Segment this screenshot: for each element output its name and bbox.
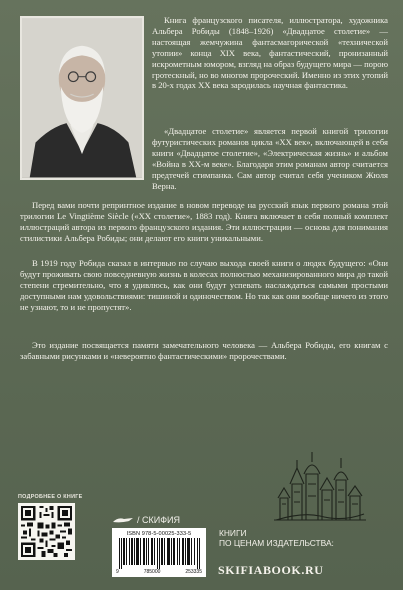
paragraph-text: В 1919 году Робида сказал в интервью по случаю выхода своей книги о людях будущего: «Они будут проживать свою повседневную жизнь в колесах полностью механизированного мира до такой степени стремительно, что я удивлюсь, как они будут успевать наслаждаться самыми простыми доступными нам удовольствиями: тишиной и одиночеством. Но так как они вообще ничего из этого не узнают, то и не пропустят». xyxy=(20,258,388,312)
qr-caption: ПОДРОБНЕЕ О КНИГЕ xyxy=(18,494,83,500)
promo-line: КНИГИ xyxy=(219,528,247,538)
barcode-digits xyxy=(115,569,203,575)
description-paragraph-4 xyxy=(20,258,388,313)
publisher-mark xyxy=(112,513,222,527)
paragraph-text: «Двадцатое столетие» является первой книгой трилогии футуристических романов цикла «XX век», включающей в себя книги «Двадцатое столетие», «Электрическая жизнь» и альбом «Война в XX-м веке». Благодаря этим романам автор считается предтечей стимпанка. Сам автор считал себя учеником Жюля Верна. xyxy=(152,126,388,191)
description-paragraph-2 xyxy=(152,126,388,192)
publisher-logo-icon xyxy=(112,515,134,525)
barcode-digit-group: 253335 xyxy=(185,569,202,575)
barcode-icon xyxy=(115,538,203,569)
publisher-name: / СКИФИЯ xyxy=(137,515,181,525)
qr-code[interactable] xyxy=(18,503,75,560)
promo-text xyxy=(219,529,384,549)
author-portrait-image xyxy=(22,18,142,178)
city-illustration xyxy=(272,450,368,530)
barcode xyxy=(112,528,206,577)
description-paragraph-3 xyxy=(20,200,388,244)
castle-city-icon xyxy=(272,450,368,530)
paragraph-text: Перед вами почти репринтное издание в новом переводе на русский язык первого романа этой трилогии Le Vingtième Siècle («XX столетие», 1883 год). Книга включает в себя полный комплект иллюстраций автора из первого французского издания. Эти иллюстрации — основа для понимания стилистики Альбера Робиды; они делают его книги уникальными. xyxy=(20,200,388,243)
barcode-digit-group: 9 xyxy=(116,569,119,575)
website-link[interactable]: SKIFIABOOK.RU xyxy=(218,563,324,577)
promo-line: ПО ЦЕНАМ ИЗДАТЕЛЬСТВА: xyxy=(219,537,334,548)
paragraph-text: Книга французского писателя, иллюстратора, художника Альбера Робиды (1848–1926) «Двадцатое столетие» — настоящая жемчужина фантасмагорической «технической утопии» конца XIX века, фантастический, пронизанный искрометным юмором, взгляд на образ будущего мира — порою гротескный, но во многом пророческий. Именно из этих утопий в 20-х годах XX века зародилась научная фантастика. xyxy=(152,15,388,91)
description-paragraph-5 xyxy=(20,340,388,362)
author-portrait xyxy=(20,16,144,180)
description-paragraph-1 xyxy=(152,15,388,92)
paragraph-text: Это издание посвящается памяти замечательного человека — Альбера Робиды, его книгам с забавными рисунками и «невероятно фантастическими» пророчествами. xyxy=(20,340,388,361)
barcode-digit-group: 785000 xyxy=(143,569,161,575)
qr-code-icon xyxy=(21,506,72,557)
isbn-number: ISBN 978-5-00025-333-5 xyxy=(126,531,192,537)
